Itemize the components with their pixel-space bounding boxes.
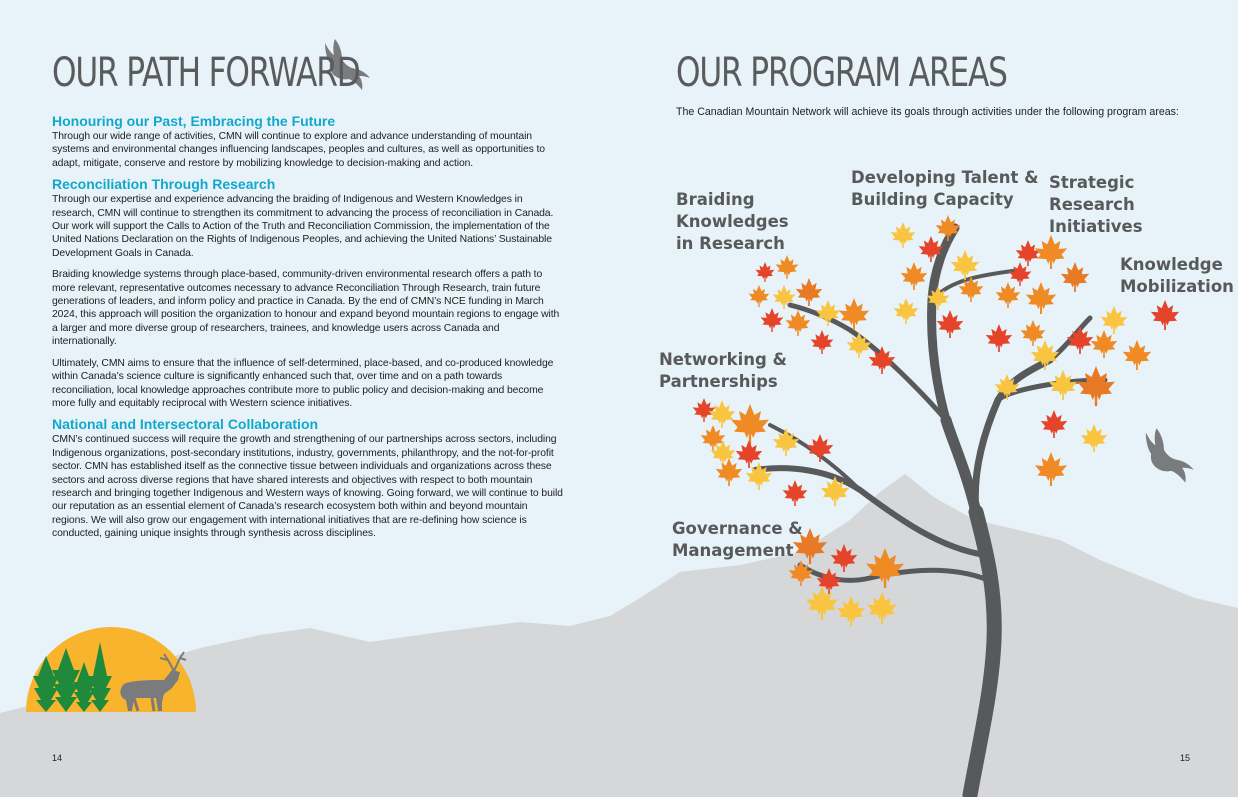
section-collaboration xyxy=(52,415,564,540)
section-honouring xyxy=(52,112,564,170)
sun-icon xyxy=(26,627,196,712)
paragraph: Through our expertise and experience advancing the braiding of Indigenous and Western Knowledges in research, CMN will continue to strengthen its commitment to advancing the process of reconciliation in Canada. Our work will support the Calls to Action of the Truth and Reconciliation Commission, the implementation of the United Nations Declaration on the Rights of Indigenous Peoples, and achieving the United Nations’ Sustainable Development Goals in Canada. xyxy=(52,194,554,259)
section-heading: National and Intersectoral Collaboration xyxy=(52,416,319,433)
program-area-label: Developing Talent & Building Capacity xyxy=(851,168,1039,209)
left-page-body xyxy=(52,112,564,546)
intro-text: The Canadian Mountain Network will achieve its goals through activities under the following program areas: xyxy=(676,106,1179,118)
program-area-label: Braiding Knowledges in Research xyxy=(676,190,789,253)
paragraph: Ultimately, CMN aims to ensure that the influence of self-determined, place-based, and co-produced knowledge within Canada’s science culture is significantly enhanced such that, over time and on a path towards reconciliation, local knowledge approaches contribute more to public policy and decision-making and become more fully and equitably reciprocal with Western science initiatives. xyxy=(52,357,554,409)
program-area-label: Networking & Partnerships xyxy=(659,350,787,391)
page-title: OUR PROGRAM AREAS xyxy=(676,50,1007,96)
page-number: 14 xyxy=(52,753,63,763)
section-heading: Honouring our Past, Embracing the Future xyxy=(52,113,336,129)
paragraph: Through our wide range of activities, CMN will continue to explore and advance understanding of mountain systems and environmental changes influencing landscapes, peoples and cultures, as well as opportunities to adapt, mitigate, conserve and restore by mobilizing knowledge to decision-making and action. xyxy=(52,131,545,169)
page-number: 15 xyxy=(1180,753,1191,763)
program-area-label: Governance & Management xyxy=(672,519,803,560)
paragraph: CMN’s continued success will require the growth and strengthening of our partnerships across sectors, including Indigenous organizations, post-secondary institutions, industry, governments, philanthropy, and the not-for-profit sector. CMN has established itself as the connective tissue between individuals and organizations across these sectors and across diverse regions that have shared interests and objectives with respect to both mountain research and bringing together Indigenous and Western ways of knowing. Going forward, we will continue to build our reputation as an essential element of Canada’s research ecosystem both within and beyond mountain regions. We will also grow our engagement with international initiatives that are re-defining how science is conducted, gaining unique insights through synthesis across disciplines. xyxy=(52,434,563,540)
section-heading: Reconciliation Through Research xyxy=(52,176,276,193)
program-area-label: Knowledge Mobilization xyxy=(1120,255,1234,296)
program-area-label: Strategic Research Initiatives xyxy=(1049,173,1143,236)
paragraph: Braiding knowledge systems through place-based, community-driven environmental research offers a path to more relevant, representative outcomes necessary to advance Reconciliation Through Research, train future generations of leaders, and inform policy and practice in Canada. By the end of CMN’s NCE funding in March 2024, this approach will position the organization to honour and expand beyond mountain regions to engage with a larger and more diverse group of researchers, trainees, and knowledge users across Canada and internationally. xyxy=(52,269,560,348)
eagle-icon xyxy=(1146,428,1194,482)
section-reconciliation xyxy=(52,175,564,410)
page-title: OUR PATH FORWARD xyxy=(52,50,360,96)
